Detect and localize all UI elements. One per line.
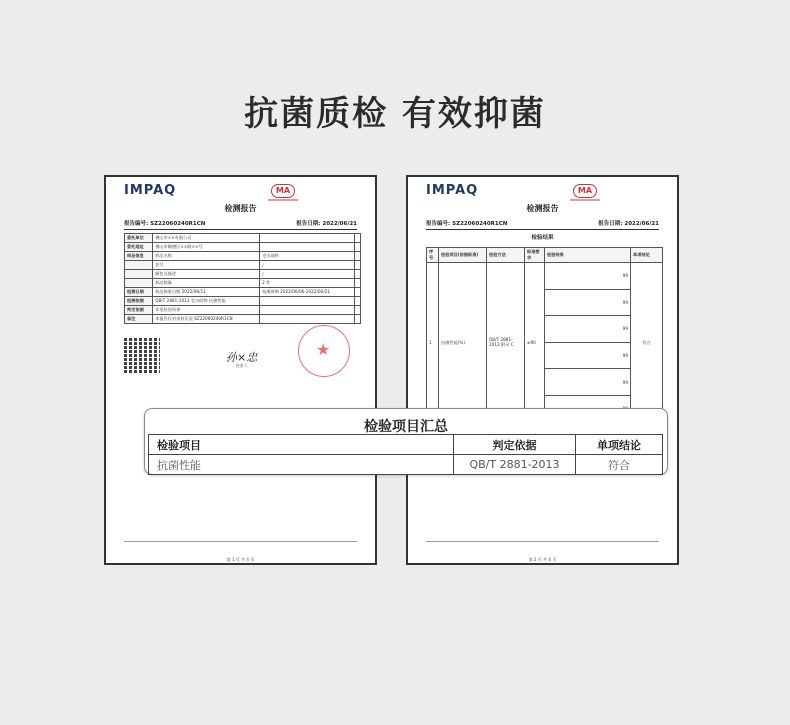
info-cell: 2 件 <box>260 279 354 288</box>
ma-certification-icon: MA <box>573 184 597 198</box>
official-seal-icon <box>298 325 350 377</box>
info-cell: 委托地址 <box>125 243 153 252</box>
results-header-cell: 检验方法 <box>487 248 525 263</box>
info-row <box>125 234 361 243</box>
results-header-cell: 序号 <box>427 248 439 263</box>
info-cell <box>354 270 361 279</box>
signer-label: 批准人 <box>236 363 248 368</box>
signature: 孙×忠 <box>226 351 258 364</box>
info-cell: 检测周期 2022/06/06-2022/06/21 <box>260 288 354 297</box>
info-row <box>125 306 361 315</box>
info-cell: 委托单位 <box>125 234 153 243</box>
report-title: 检测报告 <box>224 204 257 213</box>
results-index: 1 <box>427 263 439 424</box>
report-number: 报告编号: SZ22060240R1CN <box>124 221 206 227</box>
info-cell: 样品名称 <box>153 252 260 261</box>
qr-code-icon <box>124 337 160 373</box>
summary-card <box>144 408 668 475</box>
report-meta <box>426 219 659 230</box>
results-header-row <box>427 248 663 263</box>
summary-row <box>149 455 663 475</box>
report-info-table <box>124 233 361 324</box>
info-cell: 佛山市××有限公司 <box>153 234 260 243</box>
results-method: QB/T 2881-2013 附录 C <box>487 263 525 424</box>
report-date: 报告日期: 2022/06/21 <box>598 221 659 227</box>
info-cell <box>354 315 361 324</box>
impaq-logo: IMPAQ <box>124 183 177 198</box>
ma-certification-icon: MA <box>271 184 295 198</box>
summary-header-item: 检验项目 <box>149 435 454 455</box>
info-cell <box>354 234 361 243</box>
info-cell: / <box>260 270 354 279</box>
summary-conclusion: 符合 <box>576 455 663 475</box>
info-cell <box>125 261 153 270</box>
info-cell <box>125 270 153 279</box>
footer-divider <box>426 541 659 542</box>
info-cell: 样品信息 <box>125 252 153 261</box>
info-cell: 样品接收日期 2022/06/11 <box>153 288 260 297</box>
results-value: 99 <box>545 369 630 396</box>
results-item: 抗菌性能(%) <box>439 263 487 424</box>
page-headline: 抗菌质检 有效抑菌 <box>244 94 546 134</box>
summary-header-basis: 判定依据 <box>454 435 576 455</box>
info-row <box>125 261 361 270</box>
results-requirement: ≥90 <box>525 263 545 424</box>
results-row <box>427 263 663 424</box>
info-cell <box>260 297 354 306</box>
info-cell <box>260 234 354 243</box>
results-header-cell: 检验结果 <box>545 248 631 263</box>
summary-header-conclusion: 单项结论 <box>576 435 663 455</box>
footer-divider <box>124 541 357 542</box>
results-header-cell: 标准要求 <box>525 248 545 263</box>
info-cell: 检测依据 <box>125 297 153 306</box>
info-cell <box>354 288 361 297</box>
results-conclusion: 符合 <box>631 263 663 424</box>
info-cell: 样品数量 <box>153 279 260 288</box>
report-title: 检测报告 <box>526 204 559 213</box>
summary-header-row <box>149 435 663 455</box>
report-page-1 <box>104 175 377 565</box>
info-cell <box>260 315 354 324</box>
info-row <box>125 270 361 279</box>
info-cell <box>125 279 153 288</box>
info-cell <box>354 306 361 315</box>
info-row <box>125 315 361 324</box>
results-header-cell: 单项结论 <box>631 248 663 263</box>
results-table <box>426 247 663 424</box>
info-cell: 备注 <box>125 315 153 324</box>
results-title: 检验结果 <box>531 235 554 241</box>
summary-table <box>148 434 663 475</box>
report-date: 报告日期: 2022/06/21 <box>296 221 357 227</box>
info-cell: 详见检验结果 <box>153 306 260 315</box>
info-cell <box>354 261 361 270</box>
results-value: 99 <box>545 290 630 317</box>
results-values <box>545 263 631 424</box>
info-row <box>125 243 361 252</box>
info-cell <box>354 279 361 288</box>
info-cell: 本报告仅对来样负责 SZ22060240R1CN <box>153 315 260 324</box>
info-cell <box>260 306 354 315</box>
info-cell: 判定依据 <box>125 306 153 315</box>
info-cell <box>354 297 361 306</box>
ma-underline <box>268 199 298 201</box>
page-number: 第 1 页 共 4 页 <box>226 557 255 562</box>
info-cell <box>354 243 361 252</box>
info-cell: 佛山市顺德区××路××号 <box>153 243 260 252</box>
page-number: 第 2 页 共 4 页 <box>528 557 557 562</box>
results-value: 99 <box>545 316 630 343</box>
summary-title: 检验项目汇总 <box>364 419 448 435</box>
info-cell: 款号 <box>153 261 260 270</box>
summary-basis: QB/T 2881-2013 <box>454 455 576 475</box>
info-cell: / <box>260 261 354 270</box>
ma-underline <box>570 199 600 201</box>
results-value: 99 <box>545 263 630 290</box>
info-cell <box>260 243 354 252</box>
info-row <box>125 252 361 261</box>
info-cell: 颜色及描述 <box>153 270 260 279</box>
impaq-logo: IMPAQ <box>426 183 479 198</box>
info-row <box>125 297 361 306</box>
report-number: 报告编号: SZ22060240R1CN <box>426 221 508 227</box>
results-value: 99 <box>545 343 630 370</box>
info-cell: QB/T 2881-2013 毛巾织物 抗菌性能 <box>153 297 260 306</box>
info-cell: 检测日期 <box>125 288 153 297</box>
info-cell <box>354 252 361 261</box>
info-cell: 毛巾面料 <box>260 252 354 261</box>
info-row <box>125 288 361 297</box>
report-meta <box>124 219 357 230</box>
summary-item: 抗菌性能 <box>149 455 454 475</box>
results-header-cell: 检验项目(依据标准) <box>439 248 487 263</box>
report-page-2 <box>406 175 679 565</box>
info-row <box>125 279 361 288</box>
